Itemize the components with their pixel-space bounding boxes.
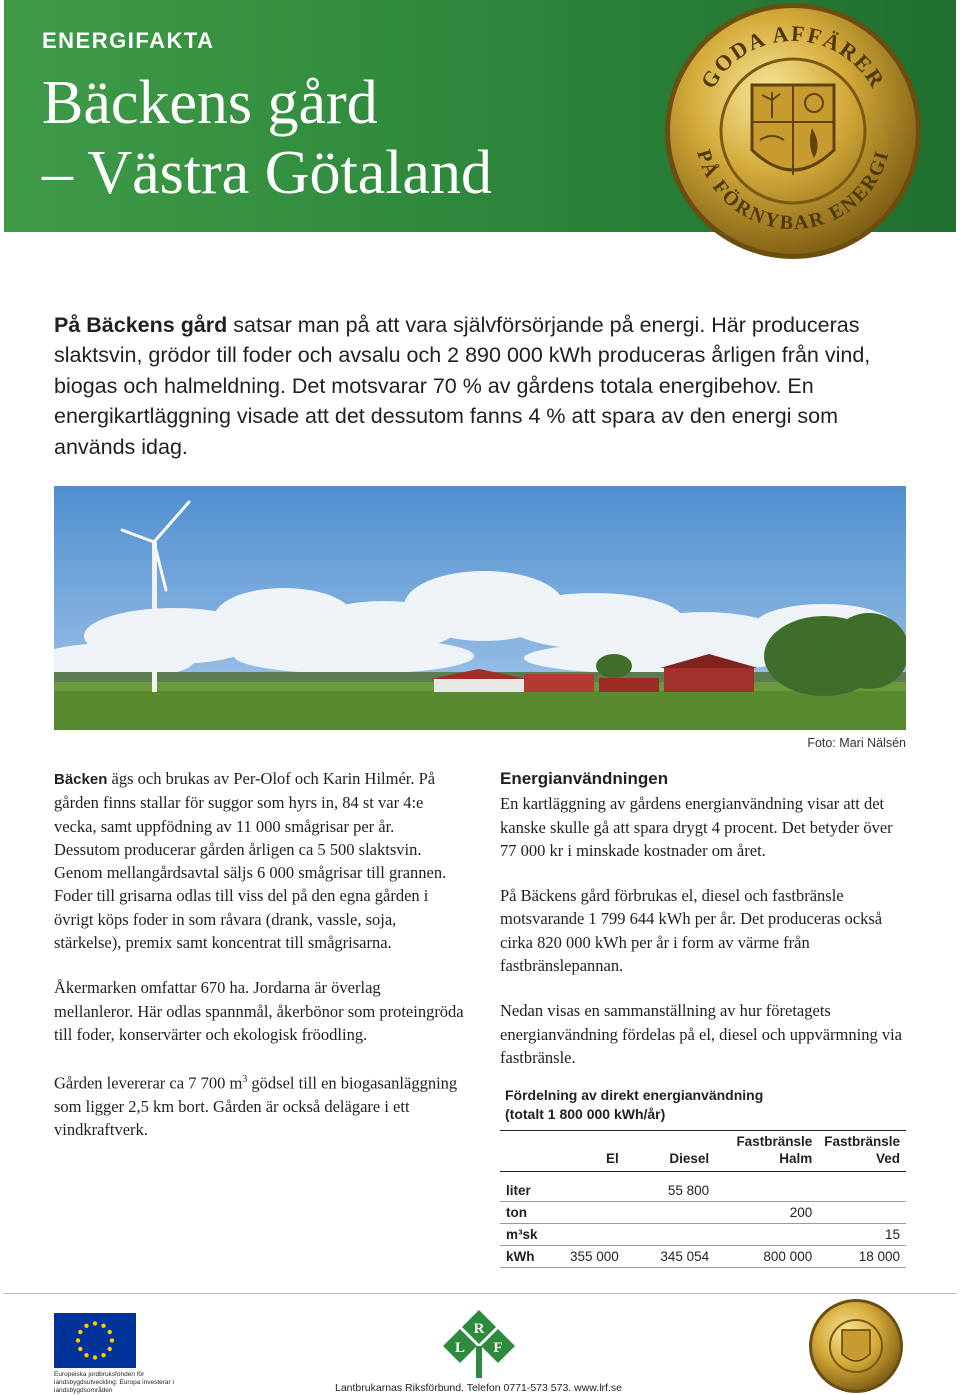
farm-description <box>54 767 464 954</box>
eu-star-icon <box>110 1338 114 1342</box>
left-column <box>54 767 464 1164</box>
goda-affarer-small-medal-icon <box>808 1298 904 1394</box>
kicker-label: ENERGIFAKTA <box>42 28 215 53</box>
eu-star-icon <box>108 1347 112 1351</box>
page-title <box>42 68 492 208</box>
energy-consumption-paragraph: På Bäckens gård förbrukas el, diesel och fastbränsle motsvarande 1 799 644 kWh per år. Det produceras också cirka 820 000 kWh per år i form av värme från fastbränslepannan. <box>500 886 883 976</box>
title-line-2: – Västra Götaland <box>42 139 492 207</box>
biogas-text-b: gödsel till en biogasanläggning som ligger 2,5 km bort. Gården är också delägare i ett vindkraftverk. <box>54 1073 458 1140</box>
eu-star-icon <box>84 1324 88 1328</box>
energy-use-heading: Energianvändningen <box>500 769 669 788</box>
eu-star-icon <box>78 1330 82 1334</box>
energy-survey-paragraph: En kartläggning av gårdens energianvändning visar att det kanske skulle gå att spara drygt 4 procent. Det betyder över 77 000 kr i minskade kostnader om året. <box>500 794 893 860</box>
table-row-unit: ton <box>500 1202 554 1224</box>
table-row <box>500 1202 906 1224</box>
lrf-letter-l: L <box>454 1340 466 1356</box>
farm-photo <box>54 486 906 730</box>
footer-contact: Lantbrukarnas Riksförbund. Telefon 0771-573 573. www.lrf.se <box>335 1382 622 1394</box>
table-row <box>500 1172 906 1202</box>
summary-intro-paragraph: Nedan visas en sammanställning av hur företagets energianvändning fördelas på el, diesel och uppvärmning via fastbränsle. <box>500 1001 902 1067</box>
eu-star-icon <box>84 1353 88 1357</box>
medal-text-bottom: PÅ FÖRNYBAR ENERGI <box>692 147 894 235</box>
table-cell: 15 <box>818 1224 906 1246</box>
table-cell: 18 000 <box>818 1246 906 1268</box>
table-cell <box>554 1202 625 1224</box>
farmland-paragraph: Åkermarken omfattar 670 ha. Jordarna är överlag mellanleror. Här odlas spannmål, åkerbönor som proteingröda till foder, konservärter och ekologisk fröodling. <box>54 978 464 1044</box>
eu-star-icon <box>76 1338 80 1342</box>
table-header-cell: Fastbränsle Ved <box>824 1134 900 1166</box>
intro-text: satsar man på att vara självförsörjande på energi. Här produceras slaktsvin, grödor till foder och avsalu och 2 890 000 kWh produceras årligen från vind, biogas och halmeldning. Det motsvarar 70 % av gårdens totala energibehov. En energikartläggning visade att det dessutom fanns 4 % att spara av den energi som används idag. <box>54 313 871 459</box>
table-cell: 345 054 <box>625 1246 715 1268</box>
eu-star-icon <box>101 1353 105 1357</box>
eu-star-icon <box>101 1324 105 1328</box>
lrf-letter-f: F <box>493 1340 503 1356</box>
table-title-line-1: Fördelning av direkt energianvändning <box>505 1087 764 1103</box>
cubic-superscript: 3 <box>242 1074 248 1086</box>
table-row <box>500 1246 906 1268</box>
table-header-cell: Fastbränsle Halm <box>736 1134 813 1166</box>
table-cell: 200 <box>715 1202 818 1224</box>
lrf-logo-icon <box>438 1308 520 1380</box>
table-header-cell <box>500 1131 554 1172</box>
footer-divider <box>4 1293 956 1294</box>
table-header-cell: El <box>606 1151 619 1166</box>
eu-flag-icon <box>54 1313 136 1368</box>
table-row <box>500 1224 906 1246</box>
biogas-paragraph <box>54 1068 464 1141</box>
farm-name-lead: Bäcken <box>54 771 108 788</box>
table-row-unit: m³sk <box>500 1224 554 1246</box>
goda-affarer-medal-icon <box>662 0 924 262</box>
table-cell <box>625 1202 715 1224</box>
table-cell <box>554 1172 625 1202</box>
table-cell <box>715 1224 818 1246</box>
eu-fund-text: Europeiska jordbruksfonden för landsbygdsutveckling: Europa investerar i landsbygdsområden <box>54 1371 174 1394</box>
table-cell: 800 000 <box>715 1246 818 1268</box>
eu-star-icon <box>93 1355 97 1359</box>
table-cell <box>625 1224 715 1246</box>
table-header-row <box>500 1131 906 1172</box>
table-row-unit: liter <box>500 1172 554 1202</box>
biogas-text-a: Gården levererar ca 7 700 m <box>54 1073 243 1093</box>
medal-text-top: GODA AFFÄRER <box>695 20 891 93</box>
energy-table <box>500 1130 906 1268</box>
table-cell <box>554 1224 625 1246</box>
eu-star-icon <box>78 1347 82 1351</box>
table-cell: 55 800 <box>625 1172 715 1202</box>
eu-star-icon <box>108 1330 112 1334</box>
table-body <box>500 1172 906 1268</box>
photo-credit: Foto: Mari Nälsén <box>807 736 906 750</box>
title-line-1: Bäckens gård <box>42 69 378 137</box>
lrf-letter-r: R <box>473 1321 485 1337</box>
table-cell: 355 000 <box>554 1246 625 1268</box>
table-cell <box>715 1172 818 1202</box>
eu-star-icon <box>93 1321 97 1325</box>
table-cell <box>818 1202 906 1224</box>
intro-paragraph <box>54 310 874 462</box>
right-column <box>500 767 906 1091</box>
table-header-cell: Diesel <box>669 1151 710 1166</box>
table-title <box>505 1086 905 1124</box>
farm-description-text: ägs och brukas av Per-Olof och Karin Hilmér. På gården finns stallar för suggor som hyrs in, 84 st var 4:e vecka, samt uppfödning av 11 000 smågrisar per år. Dessutom producerar gården årligen ca 5 500 slaktsvin. Genom mellangårdsavtal säljs 6 000 smågrisar till grannen. Foder till grisarna odlas till viss del på den egna gården i övrigt köps foder in som råvara (drank, vassle, soja, stärkelse), premix samt koncentrat till smågrisarna. <box>54 769 447 953</box>
table-row-unit: kWh <box>500 1246 554 1268</box>
table-cell <box>818 1172 906 1202</box>
intro-lead: På Bäckens gård <box>54 313 228 337</box>
table-title-line-2: (totalt 1 800 000 kWh/år) <box>505 1106 666 1122</box>
